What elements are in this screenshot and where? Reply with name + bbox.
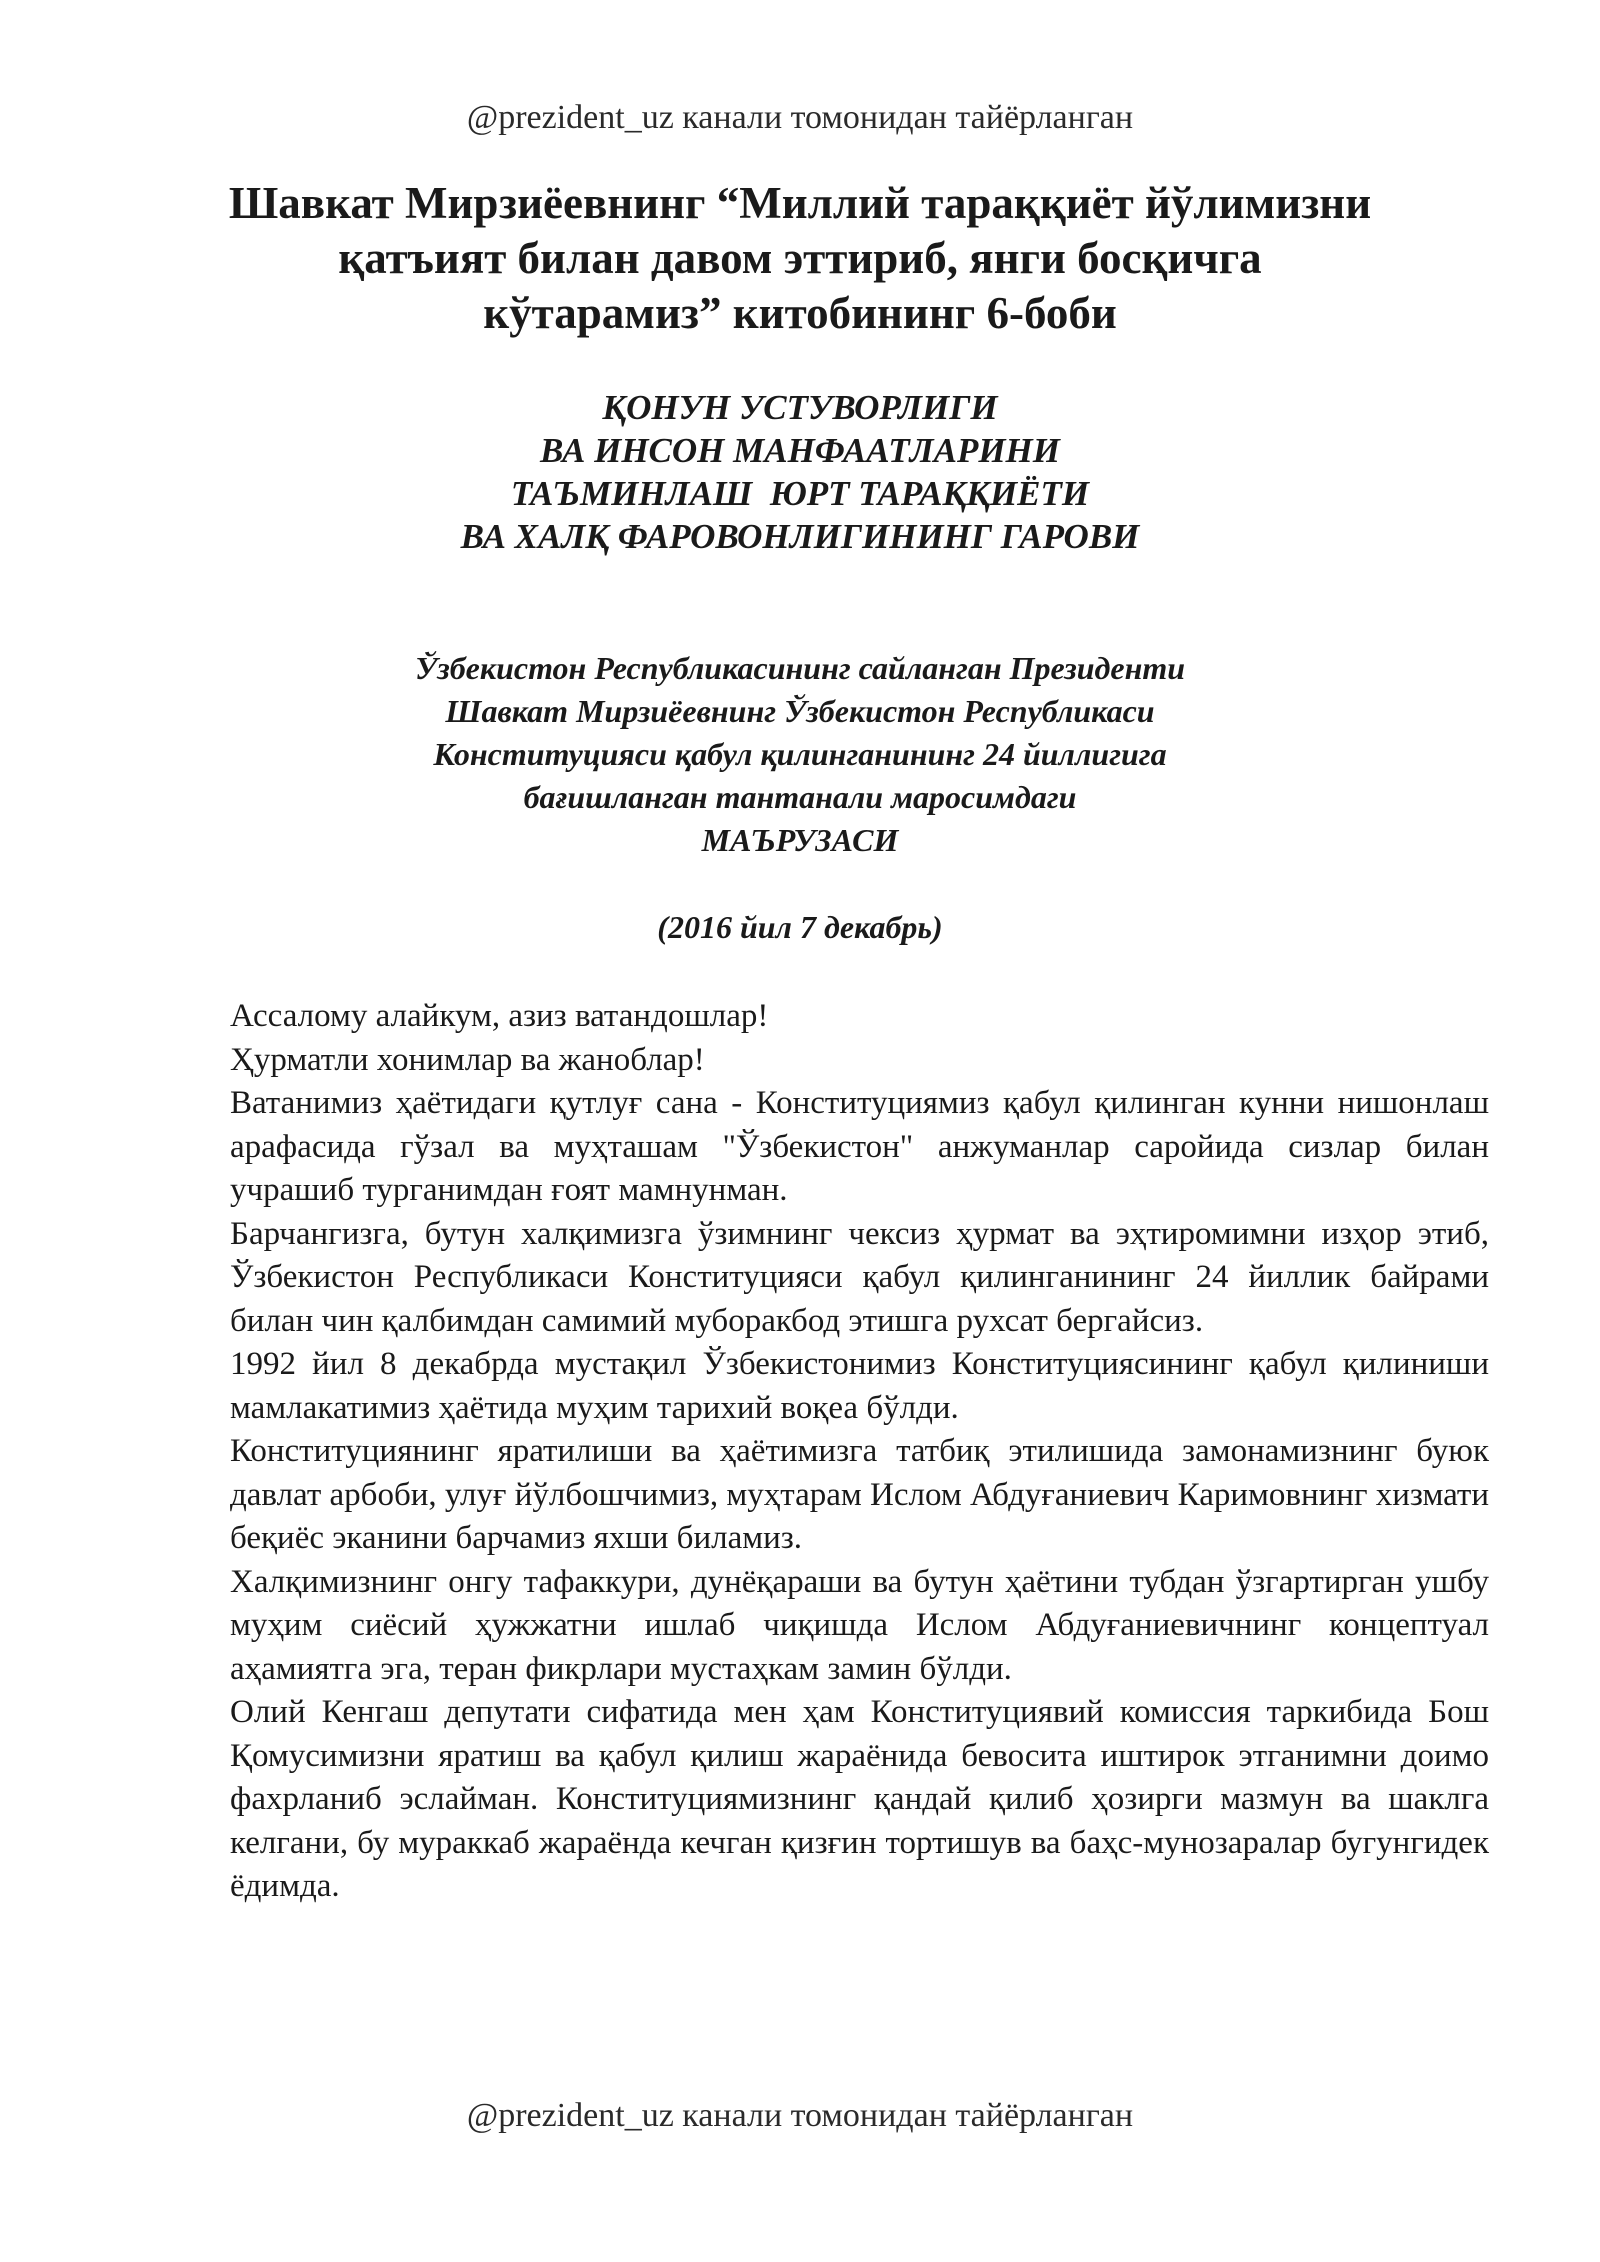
- book-title-line: Шавкат Мирзиёевнинг “Миллий тараққиёт йўлимизни: [228, 178, 1372, 228]
- body-paragraph: Ассалому алайкум, азиз ватандошлар!: [230, 998, 769, 1034]
- body-paragraph: Халқимизнинг онгу тафаккури, дунёқараши ва бутун ҳаётини тубдан ўзгартирган ушбу муҳим сиёсий ҳужжатни ишлаб чиқишда Ислом Абдуғаниевичнинг концептуал аҳамиятга эга, теран фикрлари мустаҳкам замин бўлди.: [230, 1563, 1489, 1687]
- speech-heading-line: бағишланган тантанали маросимдаги: [523, 779, 1077, 815]
- footer-note: @prezident_uz канали томонидан тайёрланган: [466, 2097, 1134, 2134]
- section-title-line: ТАЪМИНЛАШ ЮРТ ТАРАҚҚИЁТИ: [510, 474, 1090, 513]
- body-paragraph: Конституциянинг яратилиши ва ҳаётимизга татбиқ этилишида замонамизнинг буюк давлат арбоби, улуғ йўлбошчимиз, муҳтарам Ислом Абдуғаниевич Каримовнинг хизмати беқиёс эканини барчамиз яхши биламиз.: [230, 1433, 1489, 1556]
- body-paragraph: Ватанимиз ҳаётидаги қутлуғ сана - Конституциямиз қабул қилинган кунни нишонлаш арафасида гўзал ва муҳташам "Ўзбекистон" анжуманлар саройида сизлар билан учрашиб турганимдан ғоят мамнунман.: [230, 1085, 1489, 1208]
- body-paragraph: Ҳурматли хонимлар ва жаноблар!: [230, 1041, 705, 1078]
- speech-heading-line: МАЪРУЗАСИ: [701, 822, 899, 858]
- book-title-line: кўтарамиз” китобининг 6-боби: [483, 288, 1117, 338]
- speech-date: (2016 йил 7 декабрь): [657, 909, 943, 945]
- body-paragraph: 1992 йил 8 декабрда мустақил Ўзбекистонимиз Конституциясининг қабул қилиниши мамлакатимиз ҳаётида муҳим тарихий воқеа бўлди.: [230, 1346, 1489, 1426]
- speech-heading-line: Шавкат Мирзиёевнинг Ўзбекистон Республикаси: [445, 693, 1155, 729]
- book-title-line: қатъият билан давом эттириб, янги босқичга: [338, 233, 1262, 283]
- section-title-line: ВА ХАЛҚ ФАРОВОНЛИГИНИНГ ГАРОВИ: [460, 517, 1140, 556]
- speech-body: [230, 995, 1489, 1909]
- speech-heading-line: Конституцияси қабул қилинганининг 24 йиллигига: [433, 736, 1167, 772]
- section-title-line: ҚОНУН УСТУВОРЛИГИ: [602, 388, 998, 427]
- body-paragraph: Олий Кенгаш депутати сифатида мен ҳам Конституциявий комиссия таркибида Бош Қомусимизни яратиш ва қабул қилиш жараёнида бевосита иштирок этганимни доимо фахрланиб эслайман. Конституциямизнинг қандай қилиб ҳозирги мазмун ва шаклга келгани, бу мураккаб жараёнда кечган қизғин тортишув ва баҳс-мунозаралар бугунгидек ёдимда.: [230, 1694, 1489, 1904]
- speech-heading: [300, 647, 1300, 862]
- speech-heading-line: Ўзбекистон Республикасининг сайланган Президенти: [414, 650, 1186, 686]
- section-title-line: ВА ИНСОН МАНФААТЛАРИНИ: [540, 431, 1060, 470]
- body-paragraph: Барчангизга, бутун халқимизга ўзимнинг чексиз ҳурмат ва эҳтиромимни изҳор этиб, Ўзбекистон Республикаси Конституцияси қабул қилинганининг 24 йиллик байрами билан чин қалбимдан самимий муборакбод этишга рухсат бергайсиз.: [230, 1215, 1489, 1339]
- section-title: [300, 386, 1300, 558]
- book-title: [200, 176, 1400, 341]
- header-note: @prezident_uz канали томонидан тайёрланган: [466, 99, 1134, 136]
